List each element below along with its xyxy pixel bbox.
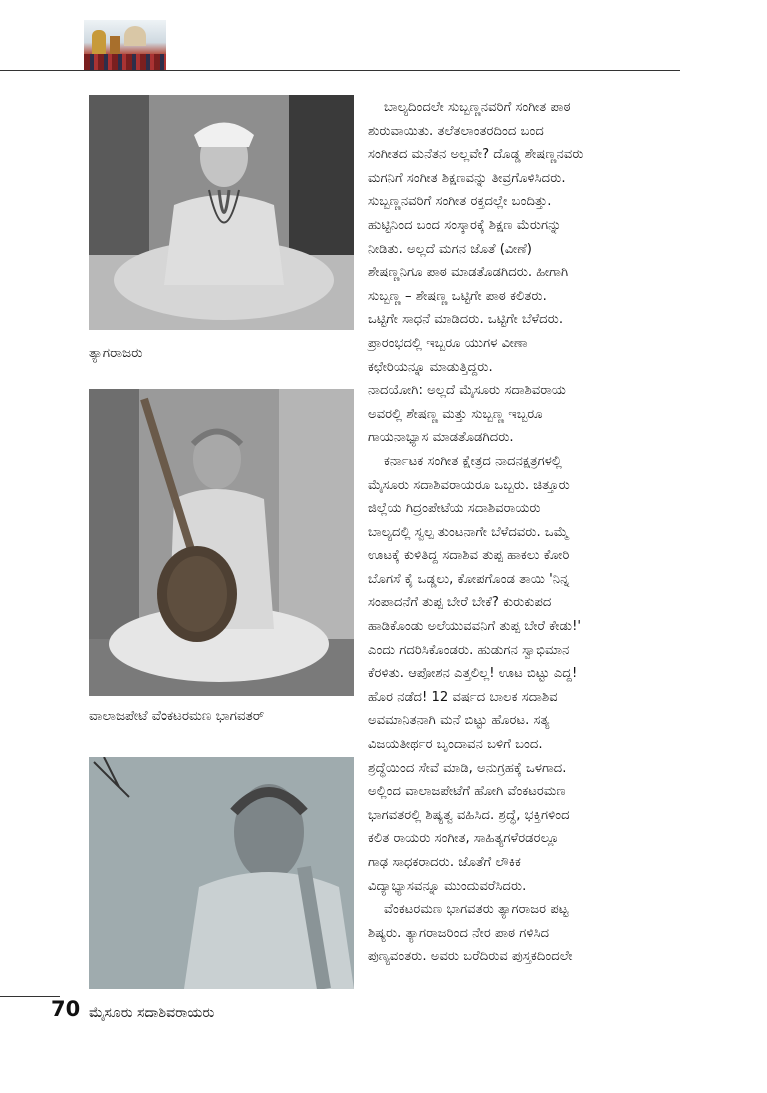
body-line: ವಿಜಯತೀರ್ಥರ ಬೃಂದಾವನ ಬಳಿಗೆ ಬಂದ. bbox=[368, 737, 543, 753]
body-line: ಮಗನಿಗೆ ಸಂಗೀತ ಶಿಕ್ಷಣವನ್ನು ತೀವ್ರಗೊಳಿಸಿದರು. bbox=[368, 170, 566, 186]
caption-venkataramana-bhagavatar: ವಾಲಾಜಪೇಟೆ ವೆಂಕಟರಮಣ ಭಾಗವತರ್ bbox=[89, 708, 265, 724]
body-line: ಪ್ರಾರಂಭದಲ್ಲಿ ಇಬ್ಬರೂ ಯುಗಳ ವೀಣಾ bbox=[368, 335, 528, 351]
body-line: ಕಲಿತ ರಾಯರು ಸಂಗೀತ, ಸಾಹಿತ್ಯಗಳೆರಡರಲ್ಲೂ bbox=[368, 831, 560, 847]
body-line: ಬಾಲ್ಯದಿಂದಲೇ ಸುಬ್ಬಣ್ಣನವರಿಗೆ ಸಂಗೀತ ಪಾಠ bbox=[384, 100, 571, 115]
photo-tyagaraja bbox=[89, 95, 354, 330]
body-line: ಜಿಲ್ಲೆಯ ಗಿದ್ರಂಪೇಟೆಯ ಸದಾಶಿವರಾಯರು bbox=[368, 501, 541, 517]
body-line: ಕೆರಳಿತು. ಆಪೋಶನ ಎತ್ತಲಿಲ್ಲ! ಊಟ ಬಿಟ್ಟು ಎದ್ದ! bbox=[368, 666, 578, 682]
body-line: ಅವಮಾನಿತನಾಗಿ ಮನೆ ಬಿಟ್ಟು ಹೊರಟ. ಸತ್ಯ bbox=[368, 713, 550, 729]
body-line: ಶ್ರದ್ಧೆಯಿಂದ ಸೇವೆ ಮಾಡಿ, ಅನುಗ್ರಹಕ್ಕೆ ಒಳಗಾದ. bbox=[368, 760, 567, 776]
body-text-column bbox=[368, 96, 680, 969]
body-line: ಅಲ್ಲಿಂದ ವಾಲಾಜಪೇಟೆಗೆ ಹೋಗಿ ವೆಂಕಟರಮಣ bbox=[368, 784, 566, 800]
body-line: ಎಂದು ಗದರಿಸಿಕೊಂಡರು. ಹುಡುಗನ ಸ್ವಾಭಿಮಾನ bbox=[368, 642, 570, 658]
body-line: ಹೊರ ನಡೆದ! 12 ವರ್ಷದ ಬಾಲಕ ಸದಾಶಿವ bbox=[368, 689, 558, 705]
body-line: ಶೇಷಣ್ಣನಿಗೂ ಪಾಠ ಮಾಡತೊಡಗಿದರು. ಹೀಗಾಗಿ bbox=[368, 265, 569, 281]
body-line: ಗಾಢ ಸಾಧಕರಾದರು. ಜೊತೆಗೆ ಲೌಕಿಕ bbox=[368, 855, 521, 870]
body-line: ಭಾಗವತರಲ್ಲಿ ಶಿಷ್ಯತ್ವ ವಹಿಸಿದ. ಶ್ರದ್ಧೆ, ಭಕ್ತಿಗಳಿಂದ bbox=[368, 807, 570, 823]
body-line: ನೀಡಿತು. ಅಲ್ಲದೆ ಮಗನ ಜೊತೆ (ವೀಣೆ) bbox=[368, 241, 532, 257]
body-line: ಕರ್ನಾಟಕ ಸಂಗೀತ ಕ್ಷೇತ್ರದ ನಾದನಕ್ಷತ್ರಗಳಲ್ಲಿ bbox=[384, 453, 562, 469]
page-number: 70 bbox=[51, 997, 81, 1021]
body-line: ಗಾಯನಾಭ್ಯಾಸ ಮಾಡತೊಡಗಿದರು. bbox=[368, 430, 514, 446]
header-photo-dome bbox=[124, 26, 146, 46]
body-line: ಅವರಲ್ಲಿ ಶೇಷಣ್ಣ ಮತ್ತು ಸುಬ್ಬಣ್ಣ ಇಬ್ಬರೂ bbox=[368, 406, 543, 422]
body-line: ಶಿಷ್ಯರು. ತ್ಯಾಗರಾಜರಿಂದ ನೇರ ಪಾಠ ಗಳಿಸಿದ bbox=[368, 925, 550, 941]
body-line: ಸಂಗೀತದ ಮನೆತನ ಅಲ್ಲವೇ? ದೊಡ್ಡ ಶೇಷಣ್ಣನವರು bbox=[368, 147, 584, 163]
body-line: ವೆಂಕಟರಮಣ ಭಾಗವತರು ತ್ಯಾಗರಾಜರ ಪಟ್ಟ bbox=[384, 902, 569, 918]
body-line: ವಿದ್ಯಾಭ್ಯಾಸವನ್ನೂ ಮುಂದುವರೆಸಿದರು. bbox=[368, 878, 527, 894]
body-line: ಸುಬ್ಬಣ್ಣ – ಶೇಷಣ್ಣ ಒಟ್ಟಿಗೇ ಪಾಠ ಕಲಿತರು. bbox=[368, 288, 547, 304]
photo-venkataramana-bhagavatar bbox=[89, 389, 354, 696]
photo-sadashiva-rao bbox=[89, 757, 354, 989]
body-line: ಊಟಕ್ಕೆ ಕುಳಿತಿದ್ದ ಸದಾಶಿವ ತುಪ್ಪ ಹಾಕಲು ಕೋರಿ bbox=[368, 548, 570, 564]
caption-tyagaraja: ತ್ಯಾಗರಾಜರು bbox=[89, 345, 143, 361]
body-line: ಹಾಡಿಕೊಂಡು ಅಲೆಯುವವನಿಗೆ ತುಪ್ಪ ಬೇರೆ ಕೇಡು!' bbox=[368, 619, 582, 635]
body-line: ಸಂಪಾದನೆಗೆ ತುಪ್ಪ ಬೇರೆ ಬೇಕೆ? ಕುರುಕುಪದ bbox=[368, 595, 552, 611]
header-rule bbox=[0, 70, 680, 71]
body-line: ಪುಣ್ಯವಂತರು. ಅವರು ಬರೆದಿರುವ ಪುಸ್ತಕದಿಂದಲೇ bbox=[368, 949, 573, 965]
body-line: ಮೈಸೂರು ಸದಾಶಿವರಾಯರೂ ಒಬ್ಬರು. ಚಿತ್ತೂರು bbox=[368, 477, 570, 493]
body-line: ನಾದಯೋಗಿ: ಅಲ್ಲದೆ ಮೈಸೂರು ಸದಾಶಿವರಾಯ bbox=[368, 383, 567, 399]
body-line: ಹುಟ್ಟಿನಿಂದ ಬಂದ ಸಂಸ್ಕಾರಕ್ಕೆ ಶಿಕ್ಷಣ ಮೆರುಗನ್ನು bbox=[368, 217, 562, 233]
body-line: ಕಛೇರಿಯನ್ನೂ ಮಾಡುತ್ತಿದ್ದರು. bbox=[368, 359, 493, 375]
body-line: ಸುಬ್ಬಣ್ಣನವರಿಗೆ ಸಂಗೀತ ರಕ್ತದಲ್ಲೇ ಬಂದಿತ್ತು. bbox=[368, 194, 552, 210]
body-line: ಬೊಗಸೆ ಕೈ ಒಡ್ಡಲು, ಕೋಪಗೊಂಡ ತಾಯಿ 'ನಿನ್ನ bbox=[368, 571, 570, 587]
body-line: ಒಟ್ಟಿಗೇ ಸಾಧನೆ ಮಾಡಿದರು. ಒಟ್ಟಿಗೇ ಬೆಳೆದರು. bbox=[368, 312, 564, 328]
header-photo-crowd bbox=[84, 54, 166, 70]
header-photo bbox=[84, 20, 166, 70]
running-footer: ಮೈಸೂರು ಸದಾಶಿವರಾಯರು bbox=[89, 1005, 215, 1021]
body-line: ಬಾಲ್ಯದಲ್ಲಿ ಸ್ವಲ್ಪ ತುಂಟನಾಗೇ ಬೆಳೆದವರು. ಒಮ್ಮೆ bbox=[368, 524, 569, 540]
body-line: ಶುರುವಾಯಿತು. ತಲೆತಲಾಂತರದಿಂದ ಬಂದ bbox=[368, 123, 544, 139]
